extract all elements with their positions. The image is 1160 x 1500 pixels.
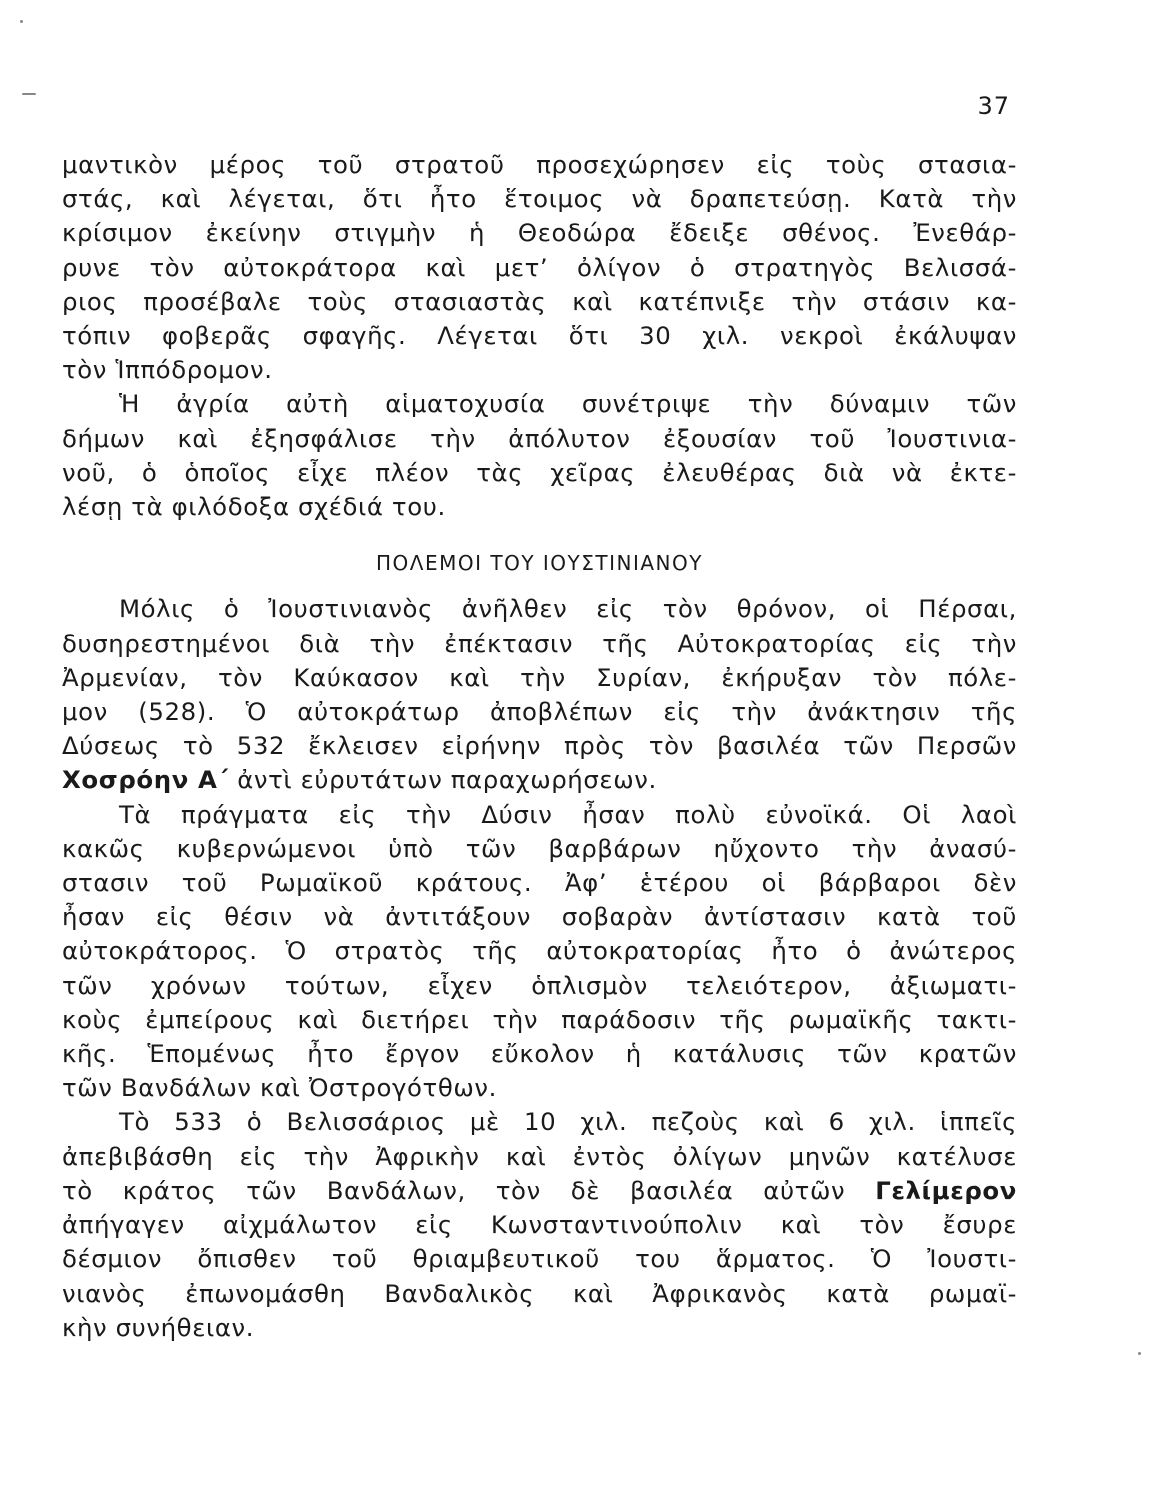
text-line: τῶν Βανδάλων καὶ Ὀστρογότθων. (62, 1073, 497, 1103)
text-line: στασιν τοῦ Ρωμαϊκοῦ κράτους. Ἀφʼ ἑτέρου οἱ βάρβαροι δὲν (62, 868, 1017, 898)
text-line: μον (528). Ὁ αὐτοκράτωρ ἀποβλέπων εἰς τὴν ἀνάκτησιν τῆς (62, 697, 1017, 727)
text-line: δυσηρεστημένοι διὰ τὴν ἐπέκτασιν τῆς Αὐτοκρατορίας εἰς τὴν (62, 628, 1017, 658)
text-line: μαντικὸν μέρος τοῦ στρατοῦ προσεχώρησεν εἰς τοὺς στασια- (62, 150, 1017, 179)
text-line: λέσῃ τὰ φιλόδοξα σχέδιά του. (62, 492, 446, 522)
text-line: Τὰ πράγματα εἰς τὴν Δύσιν ἦσαν πολὺ εὐνοϊκά. Οἱ λαοὶ (119, 799, 1017, 829)
text-line (62, 1174, 1017, 1208)
page-number: 37 (977, 92, 1010, 120)
paragraph-4 (62, 798, 1017, 1106)
text-line: κῆς. Ἑπομένως ἦτο ἔργον εὔκολον ἡ κατάλυσις τῶν κρατῶν (62, 1039, 1017, 1069)
text-line: ἦσαν εἰς θέσιν νὰ ἀντιτάξουν σοβαρὰν ἀντίστασιν κατὰ τοῦ (62, 902, 1017, 932)
text-line: νοῦ, ὁ ὁποῖος εἶχε πλέον τὰς χεῖρας ἐλευθέρας διὰ νὰ ἐκτε- (62, 457, 1017, 487)
text-line: τόπιν φοβερᾶς σφαγῆς. Λέγεται ὅτι 30 χιλ. νεκροὶ ἐκάλυψαν (62, 321, 1017, 351)
text-line: αὐτοκράτορος. Ὁ στρατὸς τῆς αὐτοκρατορίας ἦτο ὁ ἀνώτερος (62, 936, 1017, 966)
text-line: τῶν χρόνων τούτων, εἶχεν ὁπλισμὸν τελειότερον, ἀξιωματι- (62, 970, 1017, 1000)
text-line: κὴν συνήθειαν. (62, 1312, 255, 1342)
text-fragment: ἀντὶ εὐρυτάτων παραχωρήσεων. (228, 765, 657, 795)
text-line: στάς, καὶ λέγεται, ὅτι ἦτο ἕτοιμος νὰ δραπετεύσῃ. Κατὰ τὴν (62, 184, 1017, 214)
text-line: ριος προσέβαλε τοὺς στασιαστὰς καὶ κατέπνιξε τὴν στάσιν κα- (62, 286, 1017, 316)
paragraph-5 (62, 1105, 1017, 1344)
bold-name: Χοσρόην Α΄ (62, 765, 229, 795)
text-fragment: τὸ κράτος τῶν Βανδάλων, τὸν δὲ βασιλέα αὐτῶν (62, 1175, 876, 1205)
page-body (62, 148, 1017, 1345)
text-line: κρίσιμον ἐκείνην στιγμὴν ἡ Θεοδώρα ἔδειξε σθένος. Ἐνεθάρ- (62, 218, 1017, 248)
section-heading: ΠΟΛΕΜΟΙ ΤΟΥ ΙΟΥΣΤΙΝΙΑΝΟΥ (376, 551, 703, 576)
text-line: νιανὸς ἐπωνομάσθη Βανδαλικὸς καὶ Ἀφρικανὸς κατὰ ρωμαϊ- (62, 1278, 1017, 1308)
text-line: δέσμιον ὄπισθεν τοῦ θριαμβευτικοῦ του ἅρματος. Ὁ Ἰουστι- (62, 1244, 1017, 1274)
paragraph-1 (62, 148, 1017, 387)
text-line: Ἡ ἀγρία αὐτὴ αἱματοχυσία συνέτριψε τὴν δύναμιν τῶν (119, 389, 1017, 419)
text-line: ρυνε τὸν αὐτοκράτορα καὶ μετʼ ὀλίγον ὁ στρατηγὸς Βελισσά- (62, 252, 1017, 282)
text-line: Ἀρμενίαν, τὸν Καύκασον καὶ τὴν Συρίαν, ἐκήρυξαν τὸν πόλε- (62, 662, 1017, 692)
paragraph-3 (62, 592, 1017, 797)
text-line: Τὸ 533 ὁ Βελισσάριος μὲ 10 χιλ. πεζοὺς καὶ 6 χιλ. ἱππεῖς (119, 1107, 1017, 1137)
text-line: κακῶς κυβερνώμενοι ὑπὸ τῶν βαρβάρων ηὔχοντο τὴν ἀνασύ- (62, 833, 1017, 863)
text-line (62, 763, 1017, 797)
text-line: Δύσεως τὸ 532 ἔκλεισεν εἰρήνην πρὸς τὸν βασιλέα τῶν Περσῶν (62, 731, 1017, 761)
text-line: Μόλις ὁ Ἰουστινιανὸς ἀνῆλθεν εἰς τὸν θρόνον, οἱ Πέρσαι, (119, 594, 1017, 624)
text-line: δήμων καὶ ἐξησφάλισε τὴν ἀπόλυτον ἐξουσίαν τοῦ Ἰουστινια- (62, 423, 1017, 453)
bold-name: Γελίμερον (875, 1175, 1017, 1205)
text-line: ἀπήγαγεν αἰχμάλωτον εἰς Κωνσταντινούπολιν καὶ τὸν ἔσυρε (62, 1210, 1017, 1240)
text-line: κοὺς ἐμπείρους καὶ διετήρει τὴν παράδοσιν τῆς ρωμαϊκῆς τακτι- (62, 1004, 1017, 1034)
text-line: ἀπεβιβάσθη εἰς τὴν Ἀφρικὴν καὶ ἐντὸς ὀλίγων μηνῶν κατέλυσε (62, 1141, 1017, 1171)
text-line: τὸν Ἱππόδρομον. (62, 355, 273, 385)
paragraph-2 (62, 387, 1017, 421)
